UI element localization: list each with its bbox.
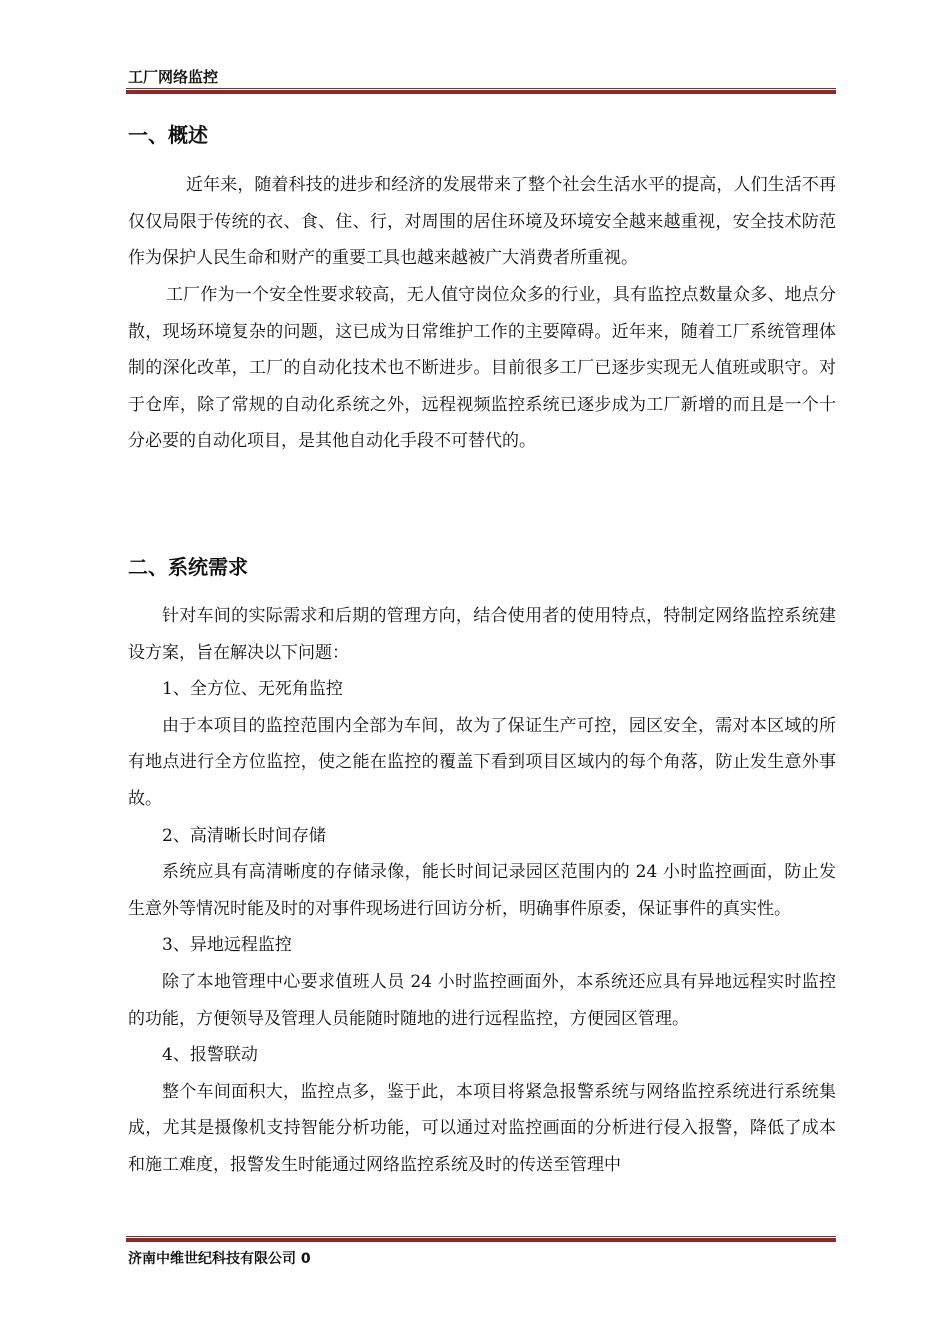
header-rule-thin — [126, 88, 836, 89]
requirement-item-title: 2、高清晰长时间存储 — [162, 825, 326, 846]
overview-paragraph: 工厂作为一个安全性要求较高，无人值守岗位众多的行业，具有监控点数量众多、地点分散，现场环境复杂的问题，这已成为日常维护工作的主要障碍。近年来，随着工厂系统管理体制的深化改革，工厂的自动化技术也不断进步。目前很多工厂已逐步实现无人值班或职守。对于仓库，除了常规的自动化系统之外，远程视频监控系统已逐步成为工厂新增的而且是一个十分必要的自动化项目，是其他自动化手段不可替代的。 — [128, 285, 836, 452]
header-rule — [126, 88, 836, 94]
requirement-item-title: 1、全方位、无死角监控 — [162, 679, 343, 700]
requirement-item-text: 系统应具有高清晰度的存储录像，能长时间记录园区范围内的 24 小时监控画面，防止发生意外等情况时能及时的对事件现场进行回访分析，明确事件原委，保证事件的真实性。 — [128, 862, 836, 919]
requirement-item-text: 由于本项目的监控范围内全部为车间，故为了保证生产可控，园区安全，需对本区域的所有地点进行全方位监控，使之能在监控的覆盖下看到项目区域内的每个角落，防止发生意外事故。 — [128, 715, 836, 809]
requirements-intro: 针对车间的实际需求和后期的管理方向，结合使用者的使用特点，特制定网络监控系统建设方案，旨在解决以下问题： — [128, 606, 836, 663]
footer-rule-thin — [126, 1236, 836, 1237]
overview-paragraph: 近年来，随着科技的进步和经济的发展带来了整个社会生活水平的提高，人们生活不再仅仅局限于传统的衣、食、住、行，对周围的居住环境及环境安全越来越重视，安全技术防范作为保护人民生命和财产的重要工具也越来越被广大消费者所重视。 — [128, 175, 836, 269]
requirement-item-title: 4、报警联动 — [162, 1045, 258, 1066]
requirement-item-title: 3、异地远程监控 — [162, 935, 292, 956]
requirement-item-text: 整个车间面积大，监控点多，鉴于此，本项目将紧急报警系统与网络监控系统进行系统集成，尤其是摄像机支持智能分析功能，可以通过对监控画面的分析进行侵入报警，降低了成本和施工难度，报警发生时能通过网络监控系统及时的传送至管理中 — [128, 1081, 836, 1175]
section-heading-requirements: 二、系统需求 — [128, 555, 248, 579]
requirement-item-text: 除了本地管理中心要求值班人员 24 小时监控画面外，本系统还应具有异地远程实时监控的功能，方便领导及管理人员能随时随地的进行远程监控，方便园区管理。 — [128, 971, 836, 1029]
footer-rule — [126, 1236, 836, 1242]
header-rule-thick — [126, 90, 836, 94]
footer-rule-thick — [126, 1238, 836, 1242]
requirements-content — [128, 598, 836, 1184]
header-title: 工厂网络监控 — [128, 68, 219, 86]
footer-company: 济南中维世纪科技有限公司 0 — [128, 1251, 311, 1267]
section-heading-overview: 一、概述 — [128, 123, 208, 147]
